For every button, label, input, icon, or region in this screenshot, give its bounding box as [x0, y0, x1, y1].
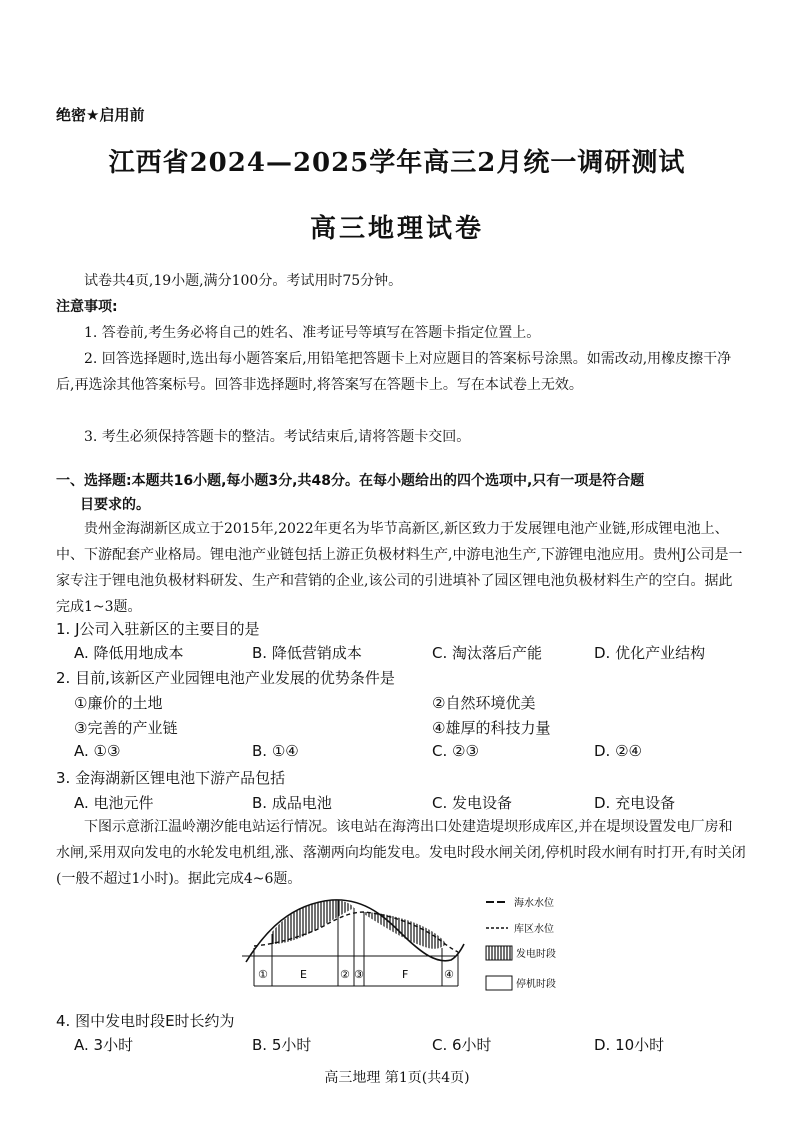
q4-stem: 4. 图中发电时段E时长约为 — [56, 1012, 235, 1030]
legend-gen-label: 发电时段 — [516, 949, 556, 960]
q2-option-c: C. ②③ — [432, 742, 479, 760]
q3-option-b: B. 成品电池 — [252, 794, 332, 812]
q4-option-d: D. 10小时 — [594, 1036, 665, 1054]
q2-statement-3: ③完善的产业链 — [74, 719, 178, 737]
q4-option-c: C. 6小时 — [432, 1036, 492, 1054]
q4-option-b: B. 5小时 — [252, 1036, 312, 1054]
label-period-3: ③ — [354, 968, 364, 981]
q1-stem: 1. J公司入驻新区的主要目的是 — [56, 620, 260, 638]
confidential-label: 绝密★启用前 — [56, 106, 145, 124]
page-footer: 高三地理 第1页(共4页) — [324, 1070, 470, 1086]
exam-subtitle: 高三地理试卷 — [309, 214, 484, 244]
q2-option-a: A. ①③ — [74, 742, 121, 760]
legend-stop-label: 停机时段 — [516, 979, 556, 990]
q1-option-b: B. 降低营销成本 — [252, 644, 362, 662]
section-heading-cont: 目要求的。 — [80, 497, 150, 513]
passage-1: 贵州金海湖新区成立于2015年,2022年更名为毕节高新区,新区致力于发展锂电池产业链,形成锂电池上、中、下游配套产业格局。锂电池产业链包括上游正负极材料生产,中游电池生产,下游锂电池应用。贵州J公司是一家专注于锂电池负极材料研发、生产和营销的企业,该公司的引进填补了园区锂电池负极材料生产的空白。据此完成1~3题。 — [56, 521, 743, 615]
label-period-e: E — [300, 968, 307, 981]
q2-option-b: B. ①④ — [252, 742, 299, 760]
legend-stop-swatch — [486, 976, 512, 990]
legend-reservoir-label: 库区水位 — [514, 924, 554, 935]
q3-option-a: A. 电池元件 — [74, 794, 154, 812]
exam-info: 试卷共4页,19小题,满分100分。考试用时75分钟。 — [84, 273, 403, 289]
q3-option-d: D. 充电设备 — [594, 794, 676, 812]
label-period-1: ① — [258, 968, 268, 981]
section-heading: 一、选择题:本题共16小题,每小题3分,共48分。在每小题给出的四个选项中,只有一项是符合题 — [56, 473, 645, 489]
notice-item-2: 2. 回答选择题时,选出每小题答案后,用铅笔把答题卡上对应题目的答案标号涂黑。如需改动,用橡皮擦干净后,再选涂其他答案标号。回答非选择题时,将答案写在答题卡上。写在本试卷上无效。 — [56, 351, 732, 393]
legend-sea-label: 海水水位 — [514, 898, 554, 909]
label-period-4: ④ — [444, 968, 454, 981]
q1-option-a: A. 降低用地成本 — [74, 644, 184, 662]
label-period-f: F — [402, 968, 409, 981]
exam-title: 江西省2024—2025学年高三2月统一调研测试 — [108, 148, 686, 178]
q2-statement-2: ②自然环境优美 — [432, 694, 536, 712]
label-period-2: ② — [340, 968, 350, 981]
q1-option-c: C. 淘汰落后产能 — [432, 644, 543, 662]
passage-2: 下图示意浙江温岭潮汐能电站运行情况。该电站在海湾出口处建造堤坝形成库区,并在堤坝设置发电厂房和水闸,采用双向发电的水轮发电机组,涨、落潮两向均能发电。发电时段水闸关闭,停机时段水闸有时打开,有时关闭(一般不超过1小时)。据此完成4~6题。 — [56, 819, 746, 887]
q2-statement-4: ④雄厚的科技力量 — [432, 719, 551, 737]
q3-option-c: C. 发电设备 — [432, 794, 513, 812]
q2-option-d: D. ②④ — [594, 742, 642, 760]
q2-statement-1: ①廉价的土地 — [74, 694, 163, 712]
q2-stem: 2. 目前,该新区产业园锂电池产业发展的优势条件是 — [56, 669, 395, 687]
legend-gen-swatch — [486, 946, 512, 960]
notice-item-3: 3. 考生必须保持答题卡的整洁。考试结束后,请将答题卡交回。 — [84, 429, 471, 445]
q3-stem: 3. 金海湖新区锂电池下游产品包括 — [56, 769, 286, 787]
q4-option-a: A. 3小时 — [74, 1036, 134, 1054]
gen-area-1 — [272, 900, 354, 944]
gen-area-2 — [364, 912, 446, 949]
tidal-diagram — [236, 890, 556, 1000]
notice-item-1: 1. 答卷前,考生务必将自己的姓名、准考证号等填写在答题卡指定位置上。 — [84, 325, 541, 341]
notice-title: 注意事项: — [56, 299, 118, 315]
q1-option-d: D. 优化产业结构 — [594, 644, 706, 662]
